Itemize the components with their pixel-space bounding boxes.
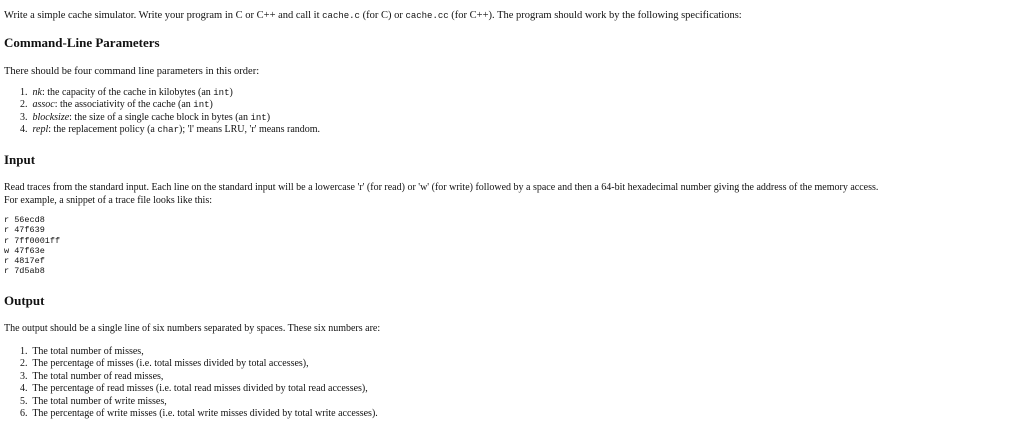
output-item-text: The total number of misses, [32, 346, 144, 357]
input-paragraph-1: Read traces from the standard input. Each line on the standard input will be a lowercase 'r' (for read) or 'w' (for write) followed by a space and then a 64-bit hexadecimal number giving the address of the memory access. [4, 182, 879, 193]
output-item-text: The percentage of read misses (i.e. total read misses divided by total read accesses), [32, 383, 368, 395]
param-name: nk [32, 87, 42, 98]
param-desc: : the capacity of the cache in kilobytes (an [41, 87, 214, 98]
input-paragraph-2: For example, a snippet of a trace file looks like this: [4, 195, 212, 206]
param-item-assoc [20, 99, 320, 111]
param-type: int [213, 88, 230, 98]
output-lead: The output should be a single line of six numbers separated by spaces. These six numbers are: [4, 323, 381, 334]
param-end: ) [229, 87, 233, 98]
params-lead: There should be four command line parameters in this order: [4, 66, 260, 77]
param-desc: : the size of a single cache block in bytes (an [69, 111, 251, 123]
param-item-blocksize [20, 112, 320, 124]
output-list [20, 346, 378, 420]
output-heading: Output [4, 293, 45, 308]
param-name: blocksize [32, 111, 70, 123]
input-heading: Input [4, 152, 36, 167]
param-type: int [193, 100, 210, 111]
output-item [20, 408, 378, 420]
list-number: 4. [20, 124, 28, 136]
output-item [20, 396, 378, 408]
output-item-text: The total number of write misses, [32, 395, 167, 407]
param-item-nk [20, 87, 320, 99]
intro-prefix: Write a simple cache simulator. Write your program in C or C++ and call it [4, 10, 323, 21]
list-number: 3. [20, 370, 28, 382]
list-number: 4. [20, 383, 28, 395]
trace-snippet [4, 215, 60, 277]
output-item-text: The percentage of write misses (i.e. total write misses divided by total write accesses). [32, 407, 378, 419]
param-item-repl [20, 124, 320, 136]
param-desc: : the associativity of the cache (an [54, 99, 194, 111]
output-item [20, 358, 378, 370]
params-heading: Command-Line Parameters [4, 35, 160, 50]
list-number: 1. [20, 346, 28, 357]
param-name: assoc [32, 99, 55, 111]
list-number: 2. [20, 358, 28, 370]
output-item [20, 346, 378, 358]
filename-c: cache.c [322, 11, 360, 21]
trace-line: r 7ff0001ff [4, 235, 61, 246]
output-item-text: The total number of read misses, [32, 370, 164, 382]
param-type: int [250, 112, 267, 123]
output-item [20, 383, 378, 395]
trace-line: w 47f63e [4, 245, 45, 256]
trace-line: r 56ecd8 [4, 215, 45, 225]
intro-paragraph [4, 9, 742, 23]
param-desc: : the replacement policy (a [48, 124, 158, 136]
list-number: 2. [20, 99, 28, 111]
output-item [20, 371, 378, 383]
params-list [20, 87, 320, 137]
list-number: 1. [20, 87, 28, 98]
list-number: 5. [20, 395, 28, 407]
param-type: char [157, 125, 179, 136]
filename-cc: cache.cc [405, 11, 449, 21]
list-number: 6. [20, 407, 28, 419]
intro-suffix: (for C++). The program should work by the following specifications: [448, 10, 742, 21]
trace-line: r 4817ef [4, 256, 45, 267]
trace-line: r 47f639 [4, 225, 45, 236]
intro-mid: (for C) or [359, 10, 406, 21]
list-number: 3. [20, 111, 28, 123]
trace-line: r 7d5ab8 [4, 266, 45, 277]
param-end: ) [266, 111, 271, 123]
param-end: ); 'l' means LRU, 'r' means random. [178, 124, 321, 136]
param-name: repl [32, 124, 49, 136]
output-item-text: The percentage of misses (i.e. total misses divided by total accesses), [32, 358, 309, 370]
param-end: ) [209, 99, 213, 111]
